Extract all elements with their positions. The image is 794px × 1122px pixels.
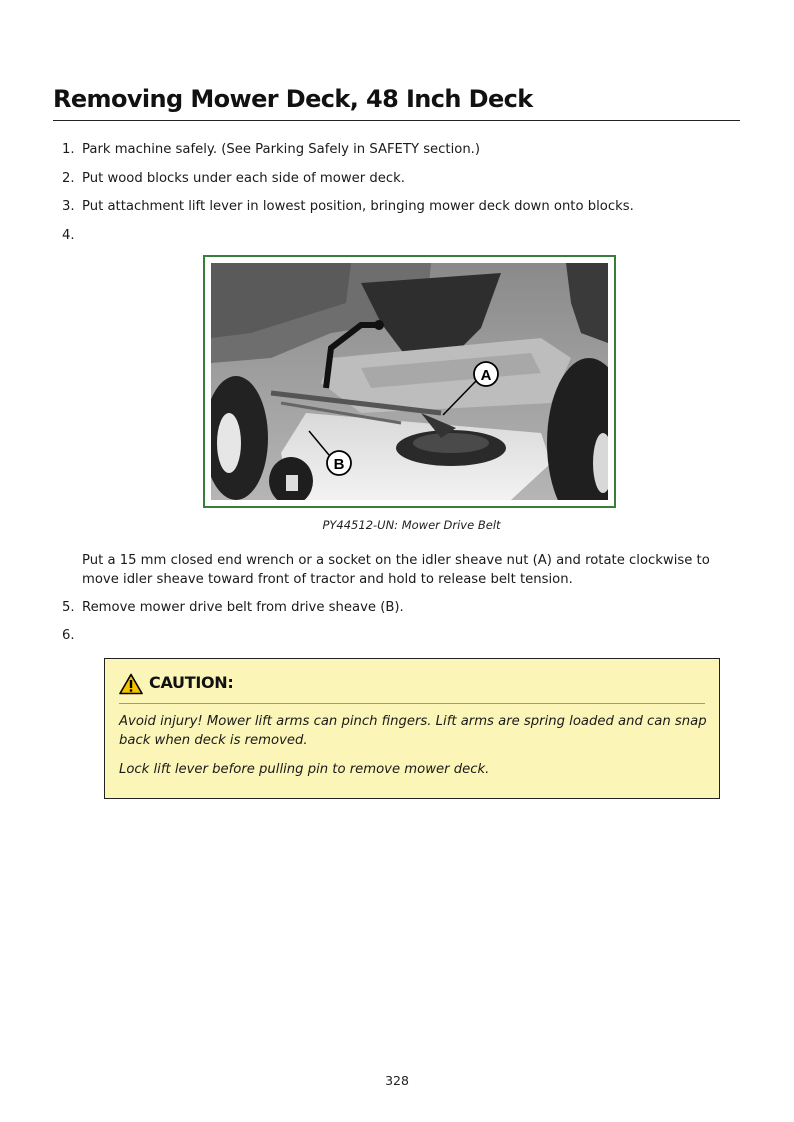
caution-label: CAUTION:	[149, 673, 234, 692]
step-number: 1.	[62, 142, 75, 157]
step-text: Remove mower drive belt from drive sheave (B).	[82, 600, 404, 615]
warning-triangle-icon	[119, 673, 143, 695]
step-number: 4.	[62, 228, 75, 243]
callout-a-label: A	[480, 367, 492, 384]
caution-text-1: Avoid injury! Mower lift arms can pinch fingers. Lift arms are spring loaded and can snap back when deck is removed.	[119, 714, 707, 748]
step-number: 6.	[62, 628, 75, 643]
page-number: 328	[385, 1073, 409, 1088]
step-4	[62, 226, 82, 245]
mower-drive-belt-photo	[211, 263, 608, 500]
step-number: 5.	[62, 600, 75, 615]
step-6	[62, 626, 82, 645]
step-number: 3.	[62, 199, 75, 214]
caution-header	[119, 671, 705, 704]
step-5	[62, 598, 404, 617]
step-number: 2.	[62, 171, 75, 186]
step-text: Put wood blocks under each side of mower deck.	[82, 171, 405, 186]
page-title: Removing Mower Deck, 48 Inch Deck	[53, 84, 740, 121]
caution-box	[104, 658, 720, 799]
step-1	[62, 140, 480, 159]
mower-drive-belt-figure	[203, 255, 616, 508]
callout-b-label: B	[333, 456, 345, 473]
caution-text-2: Lock lift lever before pulling pin to remove mower deck.	[119, 762, 490, 777]
figure-caption: PY44512-UN: Mower Drive Belt	[322, 518, 501, 532]
step-text: Park machine safely. (See Parking Safely in SAFETY section.)	[82, 142, 481, 157]
step-text: Put attachment lift lever in lowest position, bringing mower deck down onto blocks.	[82, 199, 634, 214]
step-4-paragraph: Put a 15 mm closed end wrench or a socket on the idler sheave nut (A) and rotate clockwise to move idler sheave toward front of tractor and hold to release belt tension.	[82, 553, 710, 587]
step-2	[62, 169, 405, 188]
step-3	[62, 197, 634, 216]
